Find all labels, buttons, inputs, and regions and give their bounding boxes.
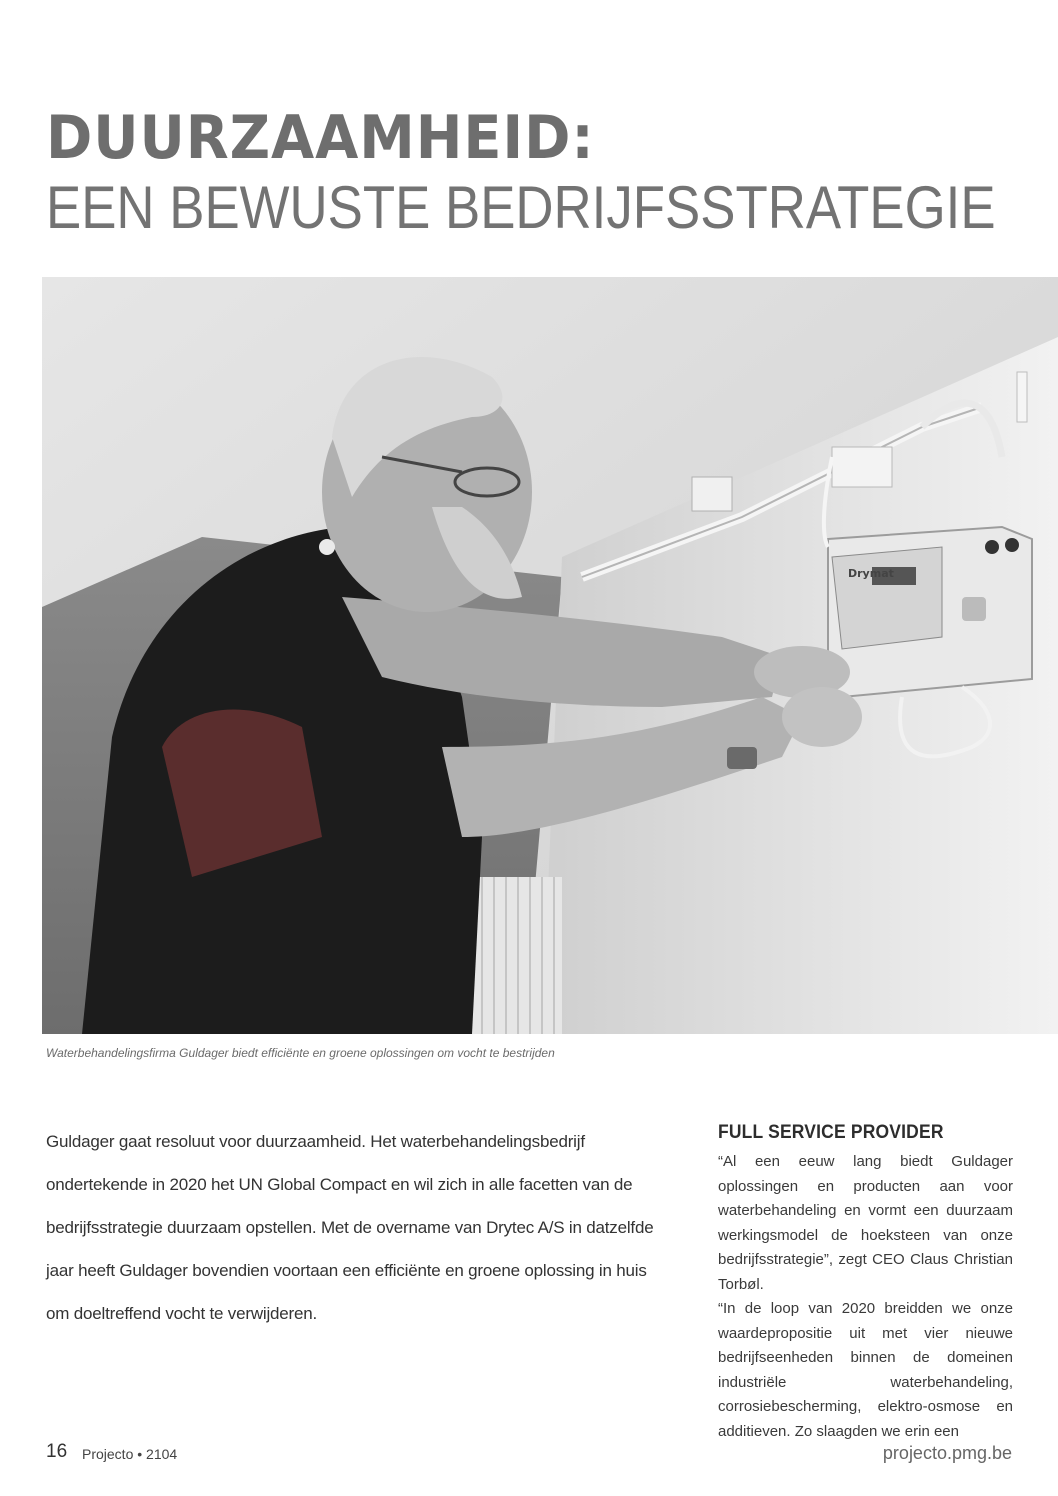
sidebar-paragraph-1: “Al een eeuw lang biedt Guldager oplossingen en producten aan voor waterbehandeling en vormt een duurzaam werkingsmodel de hoeksteen van onze bedrijfsstrategie”, zegt CEO Claus Christian Torbøl. [718, 1153, 1013, 1293]
sidebar-paragraph-2: “In de loop van 2020 breidden we onze waardepropositie uit met vier nieuwe bedrijfseenheden binnen de domeinen industriële waterbehandeling, corrosiebescherming, elektro-osmose en additieven. Zo slaagden we erin een [718, 1300, 1013, 1440]
page-subtitle: EEN BEWUSTE BEDRIJFSSTRATEGIE [46, 174, 996, 241]
page-title: DUURZAAMHEID: [46, 103, 595, 173]
article-photo [42, 277, 1058, 1034]
photo-caption: Waterbehandelingsfirma Guldager biedt efficiënte en groene oplossingen om vocht te bestrijden [46, 1046, 555, 1060]
magazine-issue: Projecto • 2104 [82, 1446, 178, 1462]
intro-text: Guldager gaat resoluut voor duurzaamheid. Het waterbehandelingsbedrijf ondertekende in 2020 het UN Global Compact en wil zich in alle facetten van de bedrijfsstrategie duurzaam opstellen. Met de overname van Drytec A/S in datzelfde jaar heeft Guldager bovendien voortaan een efficiënte en groene oplossing in huis om doeltreffend vocht te verwijderen. [46, 1132, 654, 1323]
section-heading: FULL SERVICE PROVIDER [718, 1122, 944, 1143]
device-brand-label: Drymat [848, 567, 894, 580]
sidebar-column [718, 1150, 1013, 1444]
page-number: 16 [46, 1441, 68, 1462]
intro-paragraph [46, 1120, 674, 1335]
website-link[interactable]: projecto.pmg.be [882, 1443, 1012, 1463]
